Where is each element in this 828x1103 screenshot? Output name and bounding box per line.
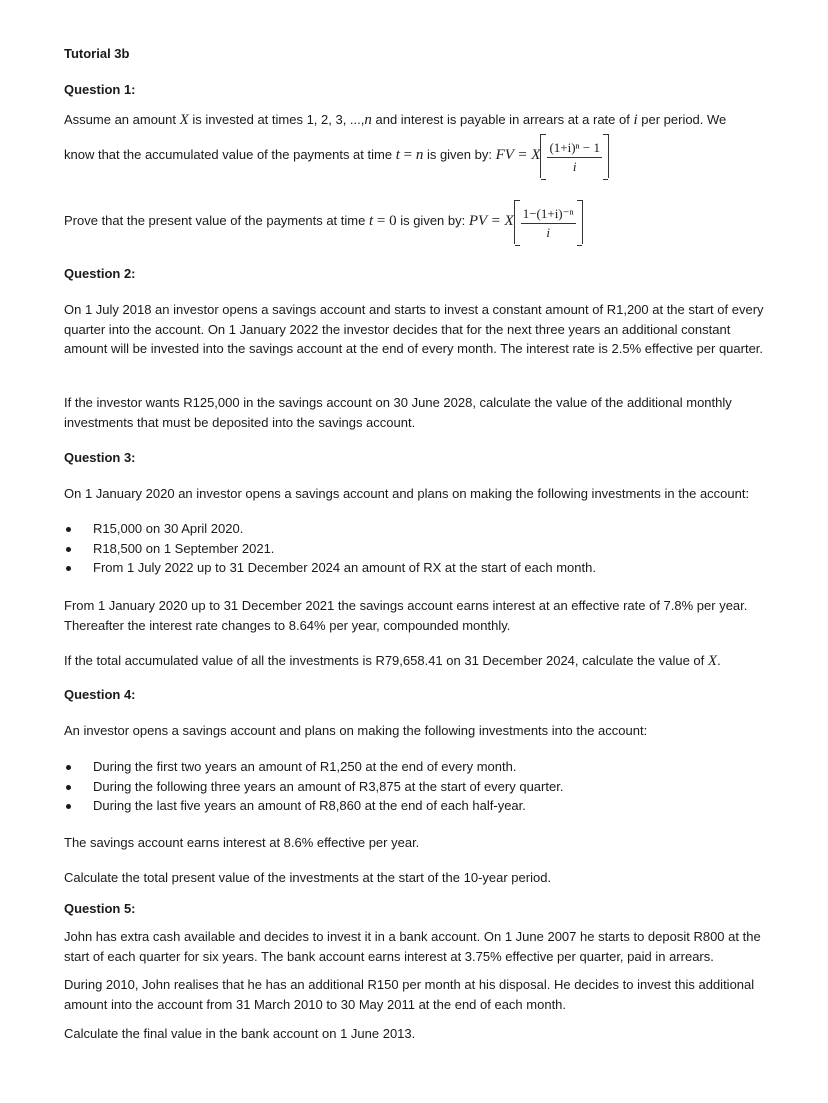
q2-paragraph-1: On 1 July 2018 an investor opens a savings account and starts to invest a constant amount of R1,200 at the start of every quarter into the account. On 1 January 2022 the investor decides that for the next three years an additional constant amount will be invested into the savings account at the end of every month. The interest rate is 2.5% effective per quarter. — [64, 302, 764, 356]
q1-line1: Assume an amount X is invested at times 1, 2, 3, ...,n and interest is payable in arrears at a rate of i per period. We — [64, 112, 727, 128]
q4-paragraph-1: The savings account earns interest at 8.6% effective per year. — [64, 835, 420, 850]
q3-heading: Question 3: — [64, 450, 136, 465]
page-title: Tutorial 3b — [64, 46, 130, 61]
q3-paragraph-2: If the total accumulated value of all the investments is R79,658.41 on 31 December 2024, calculate the value of X. — [64, 653, 721, 669]
q1-line3: Prove that the present value of the payments at time t = 0 is given by: PV = X $\frac{\text{1−(1+i)⁻ⁿ}}{i}$ — [64, 199, 766, 244]
q4-paragraph-2: Calculate the total present value of the investments at the start of the 10-year period. — [64, 870, 552, 885]
list-item: During the first two years an amount of R1,250 at the end of every month. — [64, 757, 766, 777]
q5-paragraph-2: During 2010, John realises that he has an additional R150 per month at his disposal. He decides to invest this additional amount into the account from 31 March 2010 to 30 May 2011 at the end of each month. — [64, 977, 755, 1012]
list-item: R18,500 on 1 September 2021. — [64, 539, 766, 559]
q5-paragraph-3: Calculate the final value in the bank account on 1 June 2013. — [64, 1026, 416, 1041]
q2-paragraph-2: If the investor wants R125,000 in the savings account on 30 June 2028, calculate the value of the additional monthly investments that must be deposited into the savings account. — [64, 395, 732, 430]
q2-heading: Question 2: — [64, 266, 136, 281]
q1-line2: know that the accumulated value of the payments at time t = n is given by: FV = X $\frac{\text{(1+i)ⁿ − 1}}{i}$ — [64, 133, 766, 178]
q4-intro: An investor opens a savings account and plans on making the following investments into the account: — [64, 723, 648, 738]
q5-paragraph-1: John has extra cash available and decides to invest it in a bank account. On 1 June 2007 he starts to deposit R800 at the start of each quarter for six years. The bank account earns interest at 3.75% effective per quarter, paid in arrears. — [64, 929, 761, 964]
q4-heading: Question 4: — [64, 687, 136, 702]
q3-intro: On 1 January 2020 an investor opens a savings account and plans on making the following investments in the account: — [64, 486, 750, 501]
q3-paragraph-1: From 1 January 2020 up to 31 December 2021 the savings account earns interest at an effective rate of 7.8% per year. Thereafter the interest rate changes to 8.64% per year, compounded monthly. — [64, 598, 748, 633]
list-item: During the last five years an amount of R8,860 at the end of each half-year. — [64, 796, 766, 816]
q5-heading: Question 5: — [64, 901, 136, 916]
q1-heading: Question 1: — [64, 82, 136, 97]
list-item: From 1 July 2022 up to 31 December 2024 an amount of RX at the start of each month. — [64, 558, 766, 578]
q4-bullet-list — [64, 757, 766, 816]
list-item: R15,000 on 30 April 2020. — [64, 519, 766, 539]
q3-bullet-list — [64, 519, 766, 578]
pv-formula: PV = X $\frac{\text{1−(1+i)⁻ⁿ}}{i}$ — [469, 199, 583, 244]
fv-formula: FV = X $\frac{\text{(1+i)ⁿ − 1}}{i}$ — [496, 133, 609, 178]
list-item: During the following three years an amount of R3,875 at the start of every quarter. — [64, 777, 766, 797]
